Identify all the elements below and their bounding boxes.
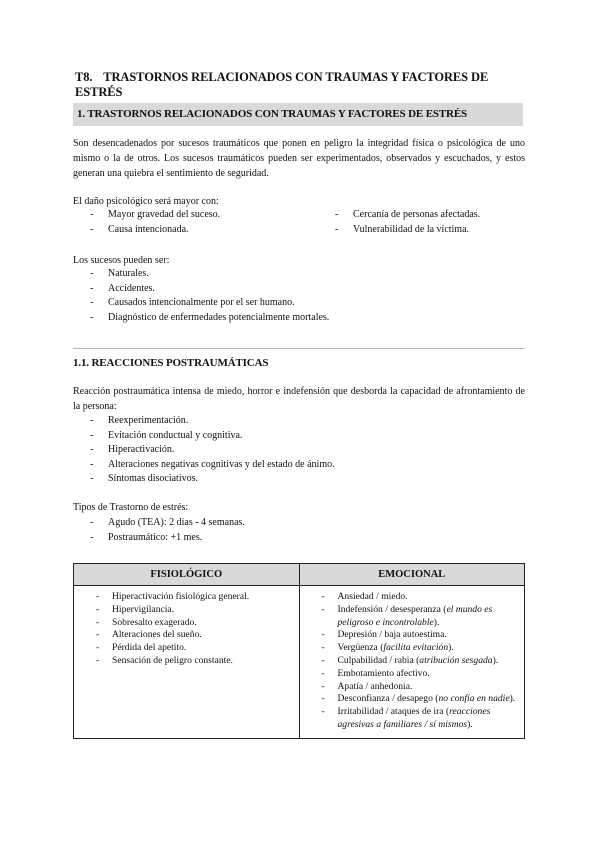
section-divider: [73, 348, 525, 349]
list-item: - Alteraciones del sueño.: [74, 629, 295, 642]
damage-list-left: [73, 208, 220, 237]
list-item: - Ansiedad / miedo.: [300, 591, 521, 604]
list-item: - Causa intencionada.: [73, 223, 220, 238]
list-item: - Agudo (TEA): 2 días - 4 semanas.: [73, 516, 245, 531]
list-item: - Hipervigilancia.: [74, 604, 295, 617]
types-label: Tipos de Trastorno de estrés:: [73, 502, 189, 513]
events-label: Los sucesos pueden ser:: [73, 255, 170, 266]
list-item: - Vergüenza (facilita evitación).: [300, 642, 521, 655]
list-item: - Irritabilidad / ataques de ira (reacciones agresivas a familiares / sí mismos).: [300, 706, 521, 732]
topic-number: T8.: [75, 70, 93, 84]
list-item: - Hiperactivación.: [73, 443, 335, 458]
list-item: - Evitación conductual y cognitiva.: [73, 429, 335, 444]
list-item: - Síntomas disociativos.: [73, 472, 335, 487]
list-item: - Indefensión / desesperanza (el mundo es peligroso e incontrolable).: [300, 604, 521, 630]
list-item: - Postraumático: +1 mes.: [73, 531, 245, 546]
list-item: - Naturales.: [73, 267, 329, 282]
list-item: - Vulnerabilidad de la víctima.: [318, 223, 480, 238]
list-item: - Sensación de peligro constante.: [74, 655, 295, 668]
list-item: - Diagnóstico de enfermedades potencialmente mortales.: [73, 311, 329, 326]
list-item: - Accidentes.: [73, 282, 329, 297]
emotional-list: [300, 591, 521, 732]
table-header-physiological: FISIOLÓGICO: [74, 564, 300, 586]
list-item: - Pérdida del apetito.: [74, 642, 295, 655]
table-header-emotional: EMOCIONAL: [299, 564, 525, 586]
physiological-cell: [74, 586, 300, 739]
list-item: - Embotamiento afectivo.: [300, 668, 521, 681]
list-item: - Apatía / anhedonia.: [300, 681, 521, 694]
list-item: - Alteraciones negativas cognitivas y del estado de ánimo.: [73, 458, 335, 473]
list-item: - Hiperactivación fisiológica general.: [74, 591, 295, 604]
document-title: [75, 70, 535, 100]
topic-title: TRASTORNOS RELACIONADOS CON TRAUMAS Y FACTORES DE ESTRÉS: [75, 70, 489, 99]
types-list: [73, 516, 245, 545]
list-item: - Cercanía de personas afectadas.: [318, 208, 480, 223]
section-1-1-intro: Reacción postraumática intensa de miedo, horror e indefensión que desborda la capacidad de afrontamiento de la persona:: [73, 386, 525, 412]
emotional-cell: [299, 586, 525, 739]
physiological-list: [74, 591, 295, 668]
list-item: - Depresión / baja autoestima.: [300, 629, 521, 642]
list-item: - Sobresalto exagerado.: [74, 617, 295, 630]
list-item: - Mayor gravedad del suceso.: [73, 208, 220, 223]
section-1-1-heading: 1.1. REACCIONES POSTRAUMÁTICAS: [73, 357, 269, 369]
symptoms-table: [73, 563, 525, 739]
section-1-heading: 1. TRASTORNOS RELACIONADOS CON TRAUMAS Y FACTORES DE ESTRÉS: [73, 103, 523, 126]
list-item: - Desconfianza / desapego (no confía en nadie).: [300, 693, 521, 706]
damage-label: El daño psicológico será mayor con:: [73, 196, 219, 207]
list-item: - Causados intencionalmente por el ser humano.: [73, 296, 329, 311]
reactions-list: [73, 414, 335, 487]
list-item: - Culpabilidad / rabia (atribución sesgada).: [300, 655, 521, 668]
list-item: - Reexperimentación.: [73, 414, 335, 429]
section-1-intro: Son desencadenados por sucesos traumáticos que ponen en peligro la integridad física o psicológica de uno mismo o la de otros. Los sucesos traumáticos pueden ser experimentados, observados y escuchados, y estos generan una quiebra el sentimiento de seguridad.: [73, 138, 525, 179]
damage-list-right: [318, 208, 480, 237]
events-list: [73, 267, 329, 325]
